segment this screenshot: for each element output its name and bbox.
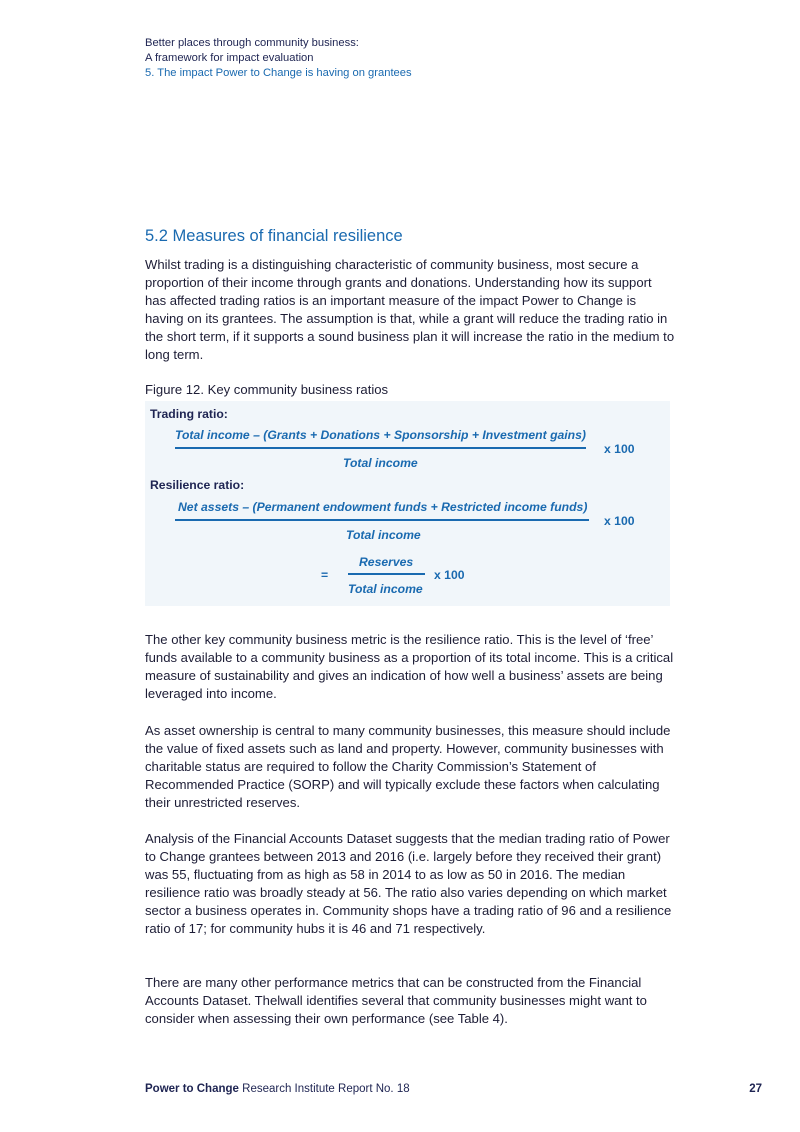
formula-box [145, 401, 670, 606]
paragraph-dataset-analysis: Analysis of the Financial Accounts Dataset suggests that the median trading ratio of Power to Change grantees between 2013 and 2016 (i.e. largely before they received their grant) was 55, fluctuating from as high as 58 in 2014 to as low as 50 in 2016. The median resilience ratio was broadly steady at 56. The ratio also varies depending on which market sector a business operates in. Community shops have a trading ratio of 96 and a resilience ratio of 17; for community hubs it is 46 and 71 respectively. [145, 831, 672, 937]
footer-report-title: Research Institute Report No. 18 [238, 1083, 410, 1095]
trading-ratio-numerator: Total income – (Grants + Donations + Sponsorship + Investment gains) [175, 428, 586, 442]
header-chapter-title: 5. The impact Power to Change is having on grantees [145, 67, 412, 79]
trading-ratio-fraction-line [175, 447, 586, 449]
reserves-fraction-line [348, 573, 425, 575]
reserves-multiplier: x 100 [434, 568, 465, 582]
paragraph-performance-metrics: There are many other performance metrics that can be constructed from the Financial Accounts Dataset. Thelwall identifies several that community businesses might want to consider when assessing their own performance (see Table 4). [145, 975, 647, 1027]
reserves-numerator: Reserves [359, 555, 414, 569]
resilience-ratio-denominator: Total income [346, 528, 421, 542]
trading-ratio-label: Trading ratio: [150, 407, 228, 421]
running-header [145, 36, 412, 81]
footer [145, 1083, 410, 1095]
header-document-title: Better places through community business: [145, 37, 359, 49]
resilience-ratio-multiplier: x 100 [604, 514, 635, 528]
trading-ratio-multiplier: x 100 [604, 442, 635, 456]
page-number: 27 [749, 1083, 762, 1095]
resilience-ratio-label: Resilience ratio: [150, 478, 245, 492]
figure-caption: Figure 12. Key community business ratios [145, 382, 389, 397]
resilience-ratio-fraction-line [175, 519, 589, 521]
paragraph-resilience-ratio: The other key community business metric is the resilience ratio. This is the level of ‘free’ funds available to a community business as a proportion of its total income. This is a critical measure of sustainability and gives an indication of how well a business’ assets are being leveraged into income. [145, 632, 674, 702]
resilience-ratio-equals-sign: = [321, 568, 329, 582]
paragraph-asset-ownership: As asset ownership is central to many community businesses, this measure should include the value of fixed assets such as land and property. However, community businesses with charitable status are required to follow the Charity Commission’s Statement of Recommended Practice (SORP) and will typically exclude these factors when calculating their unrestricted reserves. [145, 723, 671, 811]
resilience-ratio-numerator: Net assets – (Permanent endowment funds + Restricted income funds) [178, 500, 588, 514]
paragraph-intro: Whilst trading is a distinguishing characteristic of community business, most secure a proportion of their income through grants and donations. Understanding how its support has affected trading ratios is an important measure of the impact Power to Change is having on its grantees. The assumption is that, while a grant will reduce the trading ratio in the short term, if it supports a sound business plan it will increase the ratio in the medium to long term. [145, 257, 675, 363]
header-document-subtitle: A framework for impact evaluation [145, 52, 314, 64]
footer-brand: Power to Change [145, 1083, 239, 1095]
section-title: 5.2 Measures of financial resilience [145, 227, 403, 245]
reserves-denominator: Total income [348, 582, 423, 596]
trading-ratio-denominator: Total income [343, 456, 418, 470]
